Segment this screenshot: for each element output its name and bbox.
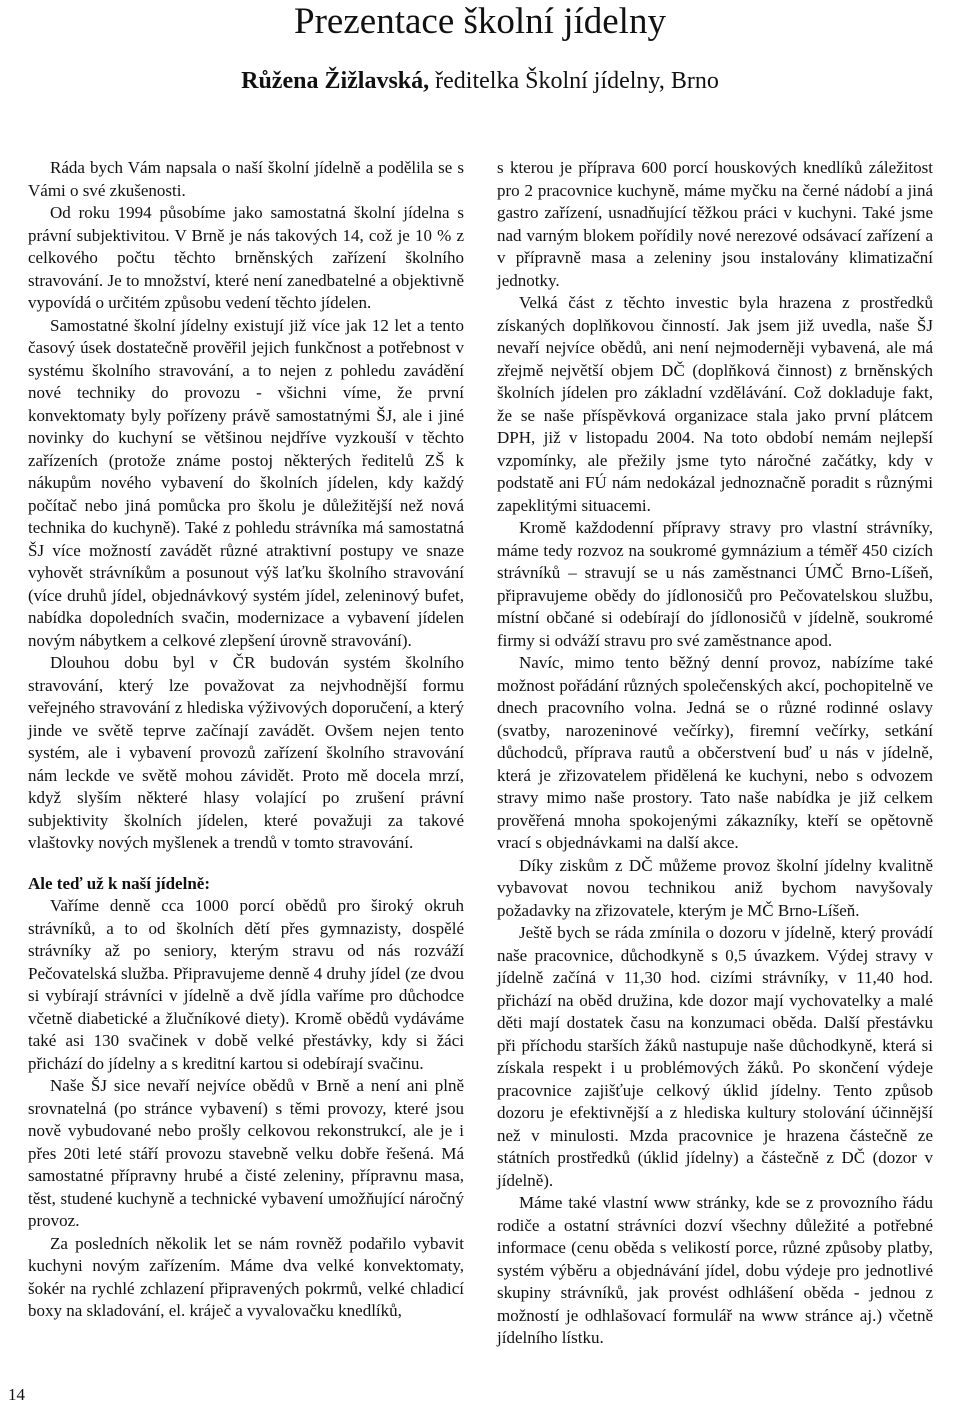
right-column bbox=[497, 157, 933, 1350]
paragraph: Máme také vlastní www stránky, kde se z provozního řádu rodiče a ostatní strávníci dozví všechny důležité a potřebné informace (cenu oběda s velikostí porce, různé způsoby platby, systém výběru a objednávání jídel, dobu výdeje pro jednotlivé skupiny strávníků, jak provést odhlášení oběda - jednou z možností je odhlašovací formulář na www stránce aj.) včetně jídelního lístku. bbox=[497, 1193, 933, 1347]
paragraph: Samostatné školní jídelny existují již více jak 12 let a tento časový úsek dostatečně prověřil jejich funkčnost a potřebnost v systému školního stravování, a to nejen z pohledu zavádění nové techniky do provozu - všichni víme, že první konvektomaty byly pořízeny právě samostatnými ŠJ, ale i jiné novinky do kuchyní se většinou nejdříve vyzkouší v těchto zařízeních (protože známe postoj některých ředitelů ZŠ k nákupům nového vybavení do školních jídelen, kdy každý počítač nebo jiná pomůcka pro školu je důležitější než nová technika do kuchyně). Také z pohledu strávníka má samostatná ŠJ více možností zavádět různé atraktivní postupy ve snaze vyhovět strávníkům a posunout výš laťku školního stravování (více druhů jídel, objednávkový systém jídel, zeleninový bufet, nabídka dopoledních svačin, modernizace a vybavení jídelen novým nábytkem a celkové zlepšení úrovně stravování). bbox=[28, 315, 464, 650]
paragraph: Za posledních několik let se nám rovněž podařilo vybavit kuchyni novým zařízením. Máme dva velké konvektomaty, šokér na rychlé zchlazení připravených pokrmů, velké chladicí boxy na skladování, el. kráječ a vyvalovačku knedlíků, bbox=[28, 1233, 464, 1320]
paragraph: Naše ŠJ sice nevaří nejvíce obědů v Brně a není ani plně srovnatelná (po stránce vybavení) s těmi provozy, které jsou nově vybudované nebo prošly celkovou rekonstrukcí, ale je i přes 20ti leté stáří provozu stavebně velku dobře řešená. Má samostatné přípravny hrubé a čisté zeleniny, přípravnu masa, těst, studené kuchyně a technické vybavení umožňující náročný provoz. bbox=[28, 1076, 464, 1230]
paragraph: s kterou je příprava 600 porcí houskových knedlíků záležitost pro 2 pracovnice kuchyně, máme myčku na černé nádobí a jiná gastro zařízení, usnadňující těžkou práci v kuchyni. Také jsme nad varným blokem pořídily nové nerezové odsávací zařízení a v přípravně masa a zeleniny jsou instalovány klimatizační jednotky. bbox=[497, 158, 933, 290]
paragraph: Navíc, mimo tento běžný denní provoz, nabízíme také možnost pořádání různých společenských akcí, pochopitelně ve dnech pracovního volna. Jedná se o různé rodinné oslavy (svatby, narozeninové večírky), firemní večírky, setkání důchodců, příprava rautů a občerstvení buď u nás v jídelně, která je zřizovatelem přidělená ke kuchyni, nebo s odvozem stravy mimo naše prostory. Tato naše nabídka je již celkem prověřená mnoha spokojenými zákazníky, kteří se opětovně vrací s objednávkami na další akce. bbox=[497, 653, 933, 852]
paragraph: Díky ziskům z DČ můžeme provoz školní jídelny kvalitně vybavovat novou technikou aniž bychom navyšovaly požadavky na zřizovatele, kterým je MČ Brno-Líšeň. bbox=[497, 855, 933, 920]
paragraph: Vaříme denně cca 1000 porcí obědů pro široký okruh strávníků, a to od školních dětí přes gymnazisty, dospělé strávníky až po seniory, kterým stravu od nás rozváží Pečovatelská služba. Připravujeme denně 4 druhy jídel (ze dvou si vybírají strávníci v jídelně a dvě jídla vaříme pro důchodce včetně diabetické a žlučníkové diety). Kromě obědů vydáváme také asi 130 svačinek v době velké přestávky, kdy si žáci přichází do jídelny a s kreditní kartou si odebírají svačinu. bbox=[28, 896, 464, 1073]
paragraph: Kromě každodenní přípravy stravy pro vlastní strávníky, máme tedy rozvoz na soukromé gymnázium a téměř 450 cizích strávníků – stravují se u nás zaměstnanci ÚMČ Brno-Líšeň, připravujeme obědy do jídlonosičů pro Pečovatelskou službu, místní občané si odebírají do jídlonosičů v jídelně, soukromé firmy si odváží stravu pro své zaměstnance apod. bbox=[497, 518, 933, 650]
article-title: Prezentace školní jídelny bbox=[294, 1, 666, 42]
byline bbox=[0, 66, 960, 96]
paragraph: Velká část z těchto investic byla hrazena z prostředků získaných doplňkovou činností. Jak jsem již uvedla, naše ŠJ nevaří nejvíce obědů, ani není nejmoderněji vybavená, ale má zřejmě největší objem DČ (doplňková činnost) z brněnských školních jídelen pro základní vzdělávání. Což dokladuje fakt, že se naše příspěvková organizace stala jako první plátcem DPH, již v listopadu 2004. Na toto období nemám nejlepší vzpomínky, ale přežily jsme tyto náročné začátky, kdy v podstatě ani FÚ nám nedokázal jednoznačně poradit s různými zapeklitými situacemi. bbox=[497, 293, 933, 515]
author-role: ředitelka Školní jídelny, Brno bbox=[435, 68, 719, 94]
paragraph: Ráda bych Vám napsala o naší školní jídelně a podělila se s Vámi o své zkušenosti. bbox=[28, 158, 464, 200]
paragraph: Dlouhou dobu byl v ČR budován systém školního stravování, který lze považovat za nejvhodnější formu veřejného stravování z hlediska výživových doporučení, a který jinde ve světě teprve začínají zavádět. Ovšem nejen tento systém, ale i vybavení provozů zařízení školního stravování nám leckde ve světě mohou závidět. Proto mě docela mrzí, když slyším některé hlasy volající po zrušení právní subjektivity školních jídelen, které považuji za takové vlaštovky nových myšlenek a trendů v tomto stravování. bbox=[28, 653, 464, 852]
author-name: Růžena Žižlavská, bbox=[241, 68, 430, 94]
paragraph: Od roku 1994 působíme jako samostatná školní jídelna s právní subjektivitou. V Brně je nás takových 14, což je 10 % z celkového počtu těchto brněnských zařízení školního stravování. Je to množství, které není zanedbatelné a objektivně vypovídá o určitém způsobu vedení těchto jídelen. bbox=[28, 203, 464, 312]
section-heading: Ale teď už k naší jídelně: bbox=[28, 873, 210, 893]
paragraph: Ještě bych se ráda zmínila o dozoru v jídelně, který provádí naše pracovnice, důchodkyně s 0,5 úvazkem. Výdej stravy v jídelně začíná v 11,30 hod. cizími strávníky, v 11,40 hod. přichází na oběd družina, kde dozor mají vychovatelky a malé děti mají dostatek času na konzumaci oběda. Další přestávku při příchodu starších žáků nastupuje naše důchodkyně, která si získala respekt i u problémových žáků. Po skončení výdeje pracovnice zajišťuje celkový úklid jídelny. Tento způsob dozoru je efektivnější a z hlediska kultury stolování účinnější než v minulosti. Mzda pracovnice je hrazena částečně ze státních prostředků (úklid jídelny) a částečně z DČ (dozor v jídelně). bbox=[497, 923, 933, 1190]
page-number: 14 bbox=[8, 1385, 25, 1404]
left-column bbox=[28, 157, 464, 1323]
